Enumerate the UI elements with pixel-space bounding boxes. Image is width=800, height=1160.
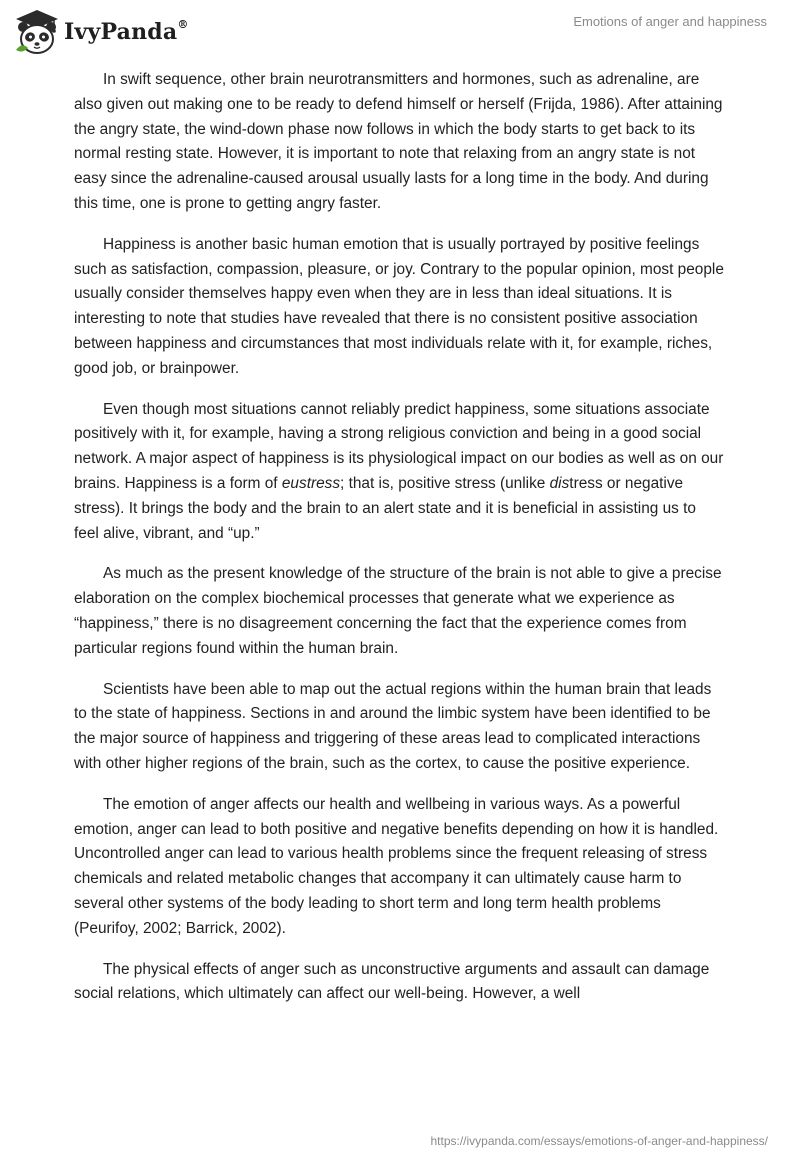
source-url[interactable]: https://ivypanda.com/essays/emotions-of-anger-and-happiness/ — [430, 1134, 768, 1148]
paragraph-text: tress or negative stress). It brings the body and the brain to an alert state and it is beneficial in assisting us to feel alive, vibrant, and “up.” — [74, 474, 696, 542]
body-paragraph — [74, 793, 724, 942]
panda-graduate-icon — [14, 8, 60, 56]
brand-name: IvyPanda® — [64, 17, 189, 45]
paragraph-text: ; that is, positive stress (unlike — [340, 474, 550, 492]
essay-body — [74, 68, 724, 1023]
body-paragraph — [74, 678, 724, 777]
registered-mark: ® — [177, 17, 189, 31]
italic-term: dis — [549, 474, 570, 492]
body-paragraph — [74, 562, 724, 661]
body-paragraph — [74, 958, 724, 1008]
ivypanda-logo[interactable] — [14, 8, 189, 56]
italic-term: eustress — [281, 474, 341, 492]
document-title: Emotions of anger and happiness — [573, 14, 767, 29]
paragraph-text: Scientists have been able to map out the actual regions within the human brain that leads to the state of happiness. Sections in and around the limbic system have been identified to be the major source of happiness and triggering of these areas lead to complicated interactions with other higher regions of the brain, such as the cortex, to cause the positive experience. — [74, 680, 712, 772]
paragraph-text: In swift sequence, other brain neurotransmitters and hormones, such as adrenaline, are also given out making one to be ready to defend himself or herself (Frijda, 1986). After attaining the angry state, the wind-down phase now follows in which the body starts to get back to its normal resting state. However, it is important to note that relaxing from an angry state is not easy since the adrenaline-caused arousal usually lasts for a long time in the body. And during this time, one is prone to getting angry faster. — [74, 71, 723, 212]
body-paragraph — [74, 233, 724, 382]
paragraph-text: As much as the present knowledge of the structure of the brain is not able to give a precise elaboration on the complex biochemical processes that generate what we experience as “happiness,” there is no disagreement concerning the fact that the experience comes from particular regions found within the human brain. — [74, 565, 722, 657]
body-paragraph — [74, 398, 724, 547]
paragraph-text: Happiness is another basic human emotion that is usually portrayed by positive feelings such as satisfaction, compassion, pleasure, or joy. Contrary to the popular opinion, most people usually consider themselves happy even when they are in less than ideal situations. It is interesting to note that studies have revealed that there is no consistent positive association between happiness and circumstances that most individuals relate with it, for example, riches, good job, or brainpower. — [74, 235, 724, 377]
body-paragraph — [74, 68, 724, 217]
paragraph-text: Even though most situations cannot reliably predict happiness, some situations associate positively with it, for example, having a strong religious conviction and being in a good social network. A major aspect of happiness is its physiological impact on our bodies as well as on our brains. Happiness is a form of — [74, 400, 724, 492]
paragraph-text: The physical effects of anger such as unconstructive arguments and assault can damage social relations, which ultimately can affect our well-being. However, a well — [74, 960, 710, 1003]
page-header — [0, 0, 800, 70]
paragraph-text: The emotion of anger affects our health and wellbeing in various ways. As a powerful emotion, anger can lead to both positive and negative benefits depending on how it is handled. Uncontrolled anger can lead to various health problems since the frequent releasing of stress chemicals and related metabolic changes that accompany it can ultimately cause harm to several other systems of the body leading to short term and long term health problems (Peurifoy, 2002; Barrick, 2002). — [74, 795, 719, 937]
